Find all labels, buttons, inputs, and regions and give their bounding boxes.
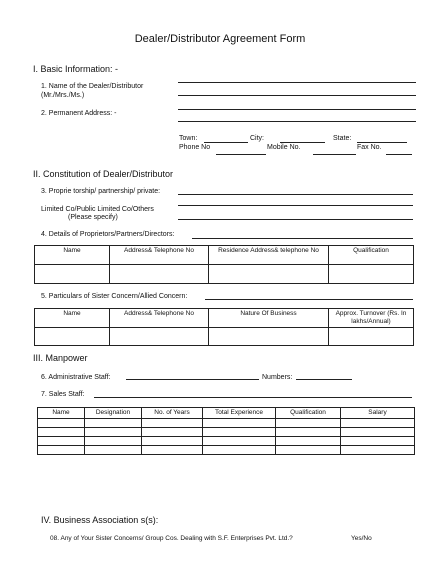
table-cell[interactable]	[85, 428, 142, 437]
state-label: State:	[333, 135, 352, 142]
table-cell[interactable]	[142, 437, 203, 446]
proprietorship-label: 3. Proprie torship/ partnership/ private:	[41, 188, 161, 195]
proprietorship-field[interactable]	[178, 194, 413, 195]
table-cell[interactable]	[203, 437, 276, 446]
table-cell[interactable]	[142, 428, 203, 437]
sales-staff-label: 7. Sales Staff:	[41, 391, 85, 398]
section-business-association: IV. Business Association s(s):	[41, 515, 159, 525]
table-cell[interactable]	[341, 428, 415, 437]
table-cell[interactable]	[203, 419, 276, 428]
table-cell[interactable]	[341, 437, 415, 446]
name-title-label: (Mr./Mrs./Ms.)	[41, 92, 85, 99]
table-cell[interactable]	[85, 437, 142, 446]
mobile-field[interactable]	[313, 154, 356, 155]
table-header: Approx. Turnover (Rs. In lakhs/Annual)	[329, 309, 414, 328]
table-header: Salary	[341, 408, 415, 419]
limited-co-label: Limited Co/Public Limited Co/Others	[41, 206, 154, 213]
mobile-label: Mobile No.	[267, 144, 301, 151]
table-cell[interactable]	[329, 265, 414, 284]
address-field-line-2[interactable]	[178, 121, 416, 122]
table-header: No. of Years	[142, 408, 203, 419]
name-field-line-2[interactable]	[178, 95, 416, 96]
table-cell[interactable]	[341, 446, 415, 455]
table-cell[interactable]	[276, 446, 341, 455]
section-constitution: II. Constitution of Dealer/Distributor	[33, 169, 174, 179]
permanent-address-label: 2. Permanent Address: -	[41, 110, 117, 117]
town-label: Town:	[179, 135, 198, 142]
sister-concern-question: 08. Any of Your Sister Concerns/ Group Cos. Dealing with S.F. Enterprises Pvt. Ltd.?	[50, 535, 293, 542]
table-cell[interactable]	[38, 419, 85, 428]
table-header: Qualification	[276, 408, 341, 419]
fax-field[interactable]	[386, 154, 412, 155]
table-cell[interactable]	[341, 419, 415, 428]
town-field[interactable]	[204, 142, 248, 143]
table-cell[interactable]	[38, 437, 85, 446]
please-specify-label: (Please specify)	[68, 214, 118, 221]
admin-staff-field[interactable]	[126, 379, 259, 380]
admin-staff-label: 6. Administrative Staff:	[41, 374, 111, 381]
name-label: 1. Name of the Dealer/Distributor	[41, 83, 144, 90]
table-header: Name	[35, 309, 110, 328]
yes-no-answer[interactable]: Yes/No	[351, 535, 372, 542]
table-cell[interactable]	[209, 328, 329, 346]
table-cell[interactable]	[35, 265, 110, 284]
table-header: Qualification	[329, 246, 414, 265]
table-header: Designation	[85, 408, 142, 419]
phone-field[interactable]	[216, 154, 266, 155]
page-title: Dealer/Distributor Agreement Form	[134, 33, 306, 45]
sister-concern-label: 5. Particulars of Sister Concern/Allied Concern:	[41, 293, 188, 300]
table-header: Address& Telephone No	[110, 309, 209, 328]
table-cell[interactable]	[203, 428, 276, 437]
section-manpower: III. Manpower	[33, 353, 88, 363]
table-cell[interactable]	[85, 419, 142, 428]
table-cell[interactable]	[276, 428, 341, 437]
section-basic-information: I. Basic Information: -	[33, 64, 119, 74]
limited-co-field-2[interactable]	[178, 219, 413, 220]
table-cell[interactable]	[142, 446, 203, 455]
sister-concern-field[interactable]	[205, 299, 413, 300]
details-label: 4. Details of Proprietors/Partners/Directors:	[41, 231, 175, 238]
state-field[interactable]	[357, 142, 407, 143]
table-header: Address& Telephone No	[110, 246, 209, 265]
proprietors-table	[34, 245, 414, 284]
table-cell[interactable]	[142, 419, 203, 428]
numbers-label: Numbers:	[262, 374, 293, 381]
fax-label: Fax No.	[357, 144, 382, 151]
address-field-line-1[interactable]	[178, 109, 416, 110]
table-cell[interactable]	[329, 328, 414, 346]
table-cell[interactable]	[85, 446, 142, 455]
table-cell[interactable]	[35, 328, 110, 346]
table-header: Total Experience	[203, 408, 276, 419]
limited-co-field-1[interactable]	[178, 205, 413, 206]
sister-concern-table	[34, 308, 414, 346]
table-cell[interactable]	[209, 265, 329, 284]
table-header: Name	[38, 408, 85, 419]
table-cell[interactable]	[276, 419, 341, 428]
table-cell[interactable]	[38, 446, 85, 455]
details-field[interactable]	[192, 238, 413, 239]
table-cell[interactable]	[276, 437, 341, 446]
city-field[interactable]	[280, 142, 325, 143]
table-cell[interactable]	[110, 265, 209, 284]
phone-label: Phone No	[179, 144, 211, 151]
sales-staff-field[interactable]	[94, 397, 412, 398]
table-header: Residence Address& telephone No	[209, 246, 329, 265]
table-cell[interactable]	[110, 328, 209, 346]
table-header: Name	[35, 246, 110, 265]
sales-staff-table	[37, 407, 415, 455]
city-label: City:	[250, 135, 264, 142]
name-field-line-1[interactable]	[178, 82, 416, 83]
table-header: Nature Of Business	[209, 309, 329, 328]
table-cell[interactable]	[38, 428, 85, 437]
numbers-field[interactable]	[296, 379, 352, 380]
table-cell[interactable]	[203, 446, 276, 455]
